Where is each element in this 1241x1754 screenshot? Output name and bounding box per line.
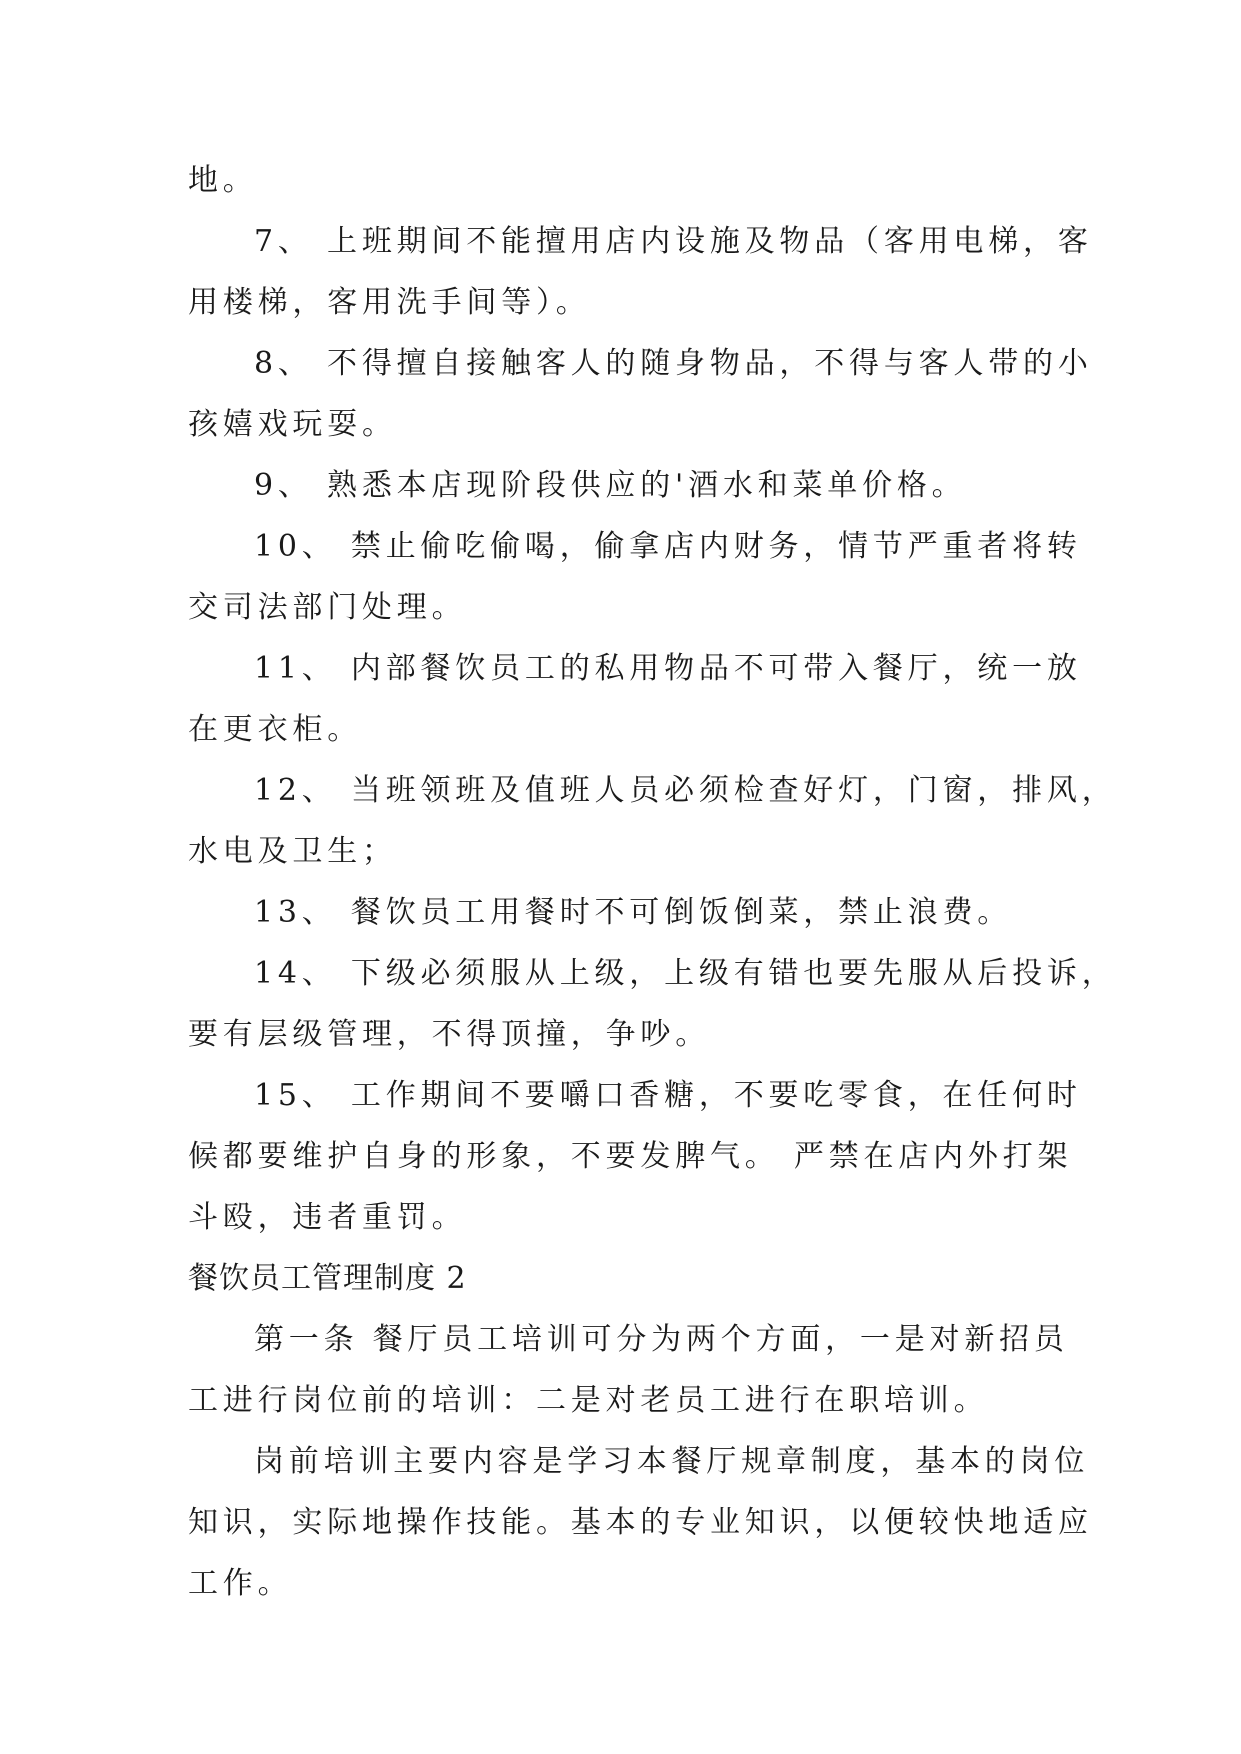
text-line-13: 13、 餐饮员工用餐时不可倒饭倒菜，禁止浪费。 [254, 895, 1013, 930]
document-page [188, 150, 1117, 1614]
text-line-8: 交司法部门处理。 [188, 590, 467, 625]
text-line-1: 地。 [188, 163, 258, 198]
text-line-12: 水电及卫生； [188, 834, 397, 869]
text-line-23: 知识，实际地操作技能。基本的专业知识，以便较快地适应 [188, 1505, 1093, 1540]
text-line-16: 15、 工作期间不要嚼口香糖，不要吃零食，在任何时 [254, 1078, 1082, 1113]
text-line-11: 12、 当班领班及值班人员必须检查好灯，门窗，排风， [254, 773, 1117, 808]
text-line-24: 工作。 [188, 1566, 293, 1601]
text-line-2: 7、 上班期间不能擅用店内设施及物品（客用电梯，客 [254, 224, 1093, 259]
text-line-3: 用楼梯，客用洗手间等）。 [188, 285, 591, 320]
text-line-10: 在更衣柜。 [188, 712, 362, 747]
text-line-22: 岗前培训主要内容是学习本餐厅规章制度，基本的岗位 [254, 1444, 1090, 1479]
text-line-4: 8、 不得擅自接触客人的随身物品，不得与客人带的小 [254, 346, 1093, 381]
text-line-17: 候都要维护自身的形象，不要发脾气。 严禁在店内外打架 [188, 1139, 1073, 1174]
text-line-5: 孩嬉戏玩耍。 [188, 407, 397, 442]
section-heading: 餐饮员工管理制度 2 [188, 1261, 467, 1296]
text-line-7: 10、 禁止偷吃偷喝，偷拿店内财务，情节严重者将转 [254, 529, 1082, 564]
text-line-6: 9、 熟悉本店现阶段供应的'酒水和菜单价格。 [254, 468, 967, 503]
text-line-14: 14、 下级必须服从上级，上级有错也要先服从后投诉， [254, 956, 1117, 991]
text-line-20: 第一条 餐厅员工培训可分为两个方面，一是对新招员 [254, 1322, 1069, 1357]
text-line-18: 斗殴，违者重罚。 [188, 1200, 467, 1235]
text-line-15: 要有层级管理，不得顶撞，争吵。 [188, 1017, 710, 1052]
text-line-21: 工进行岗位前的培训：二是对老员工进行在职培训。 [188, 1383, 989, 1418]
text-line-9: 11、 内部餐饮员工的私用物品不可带入餐厅，统一放 [254, 651, 1082, 686]
